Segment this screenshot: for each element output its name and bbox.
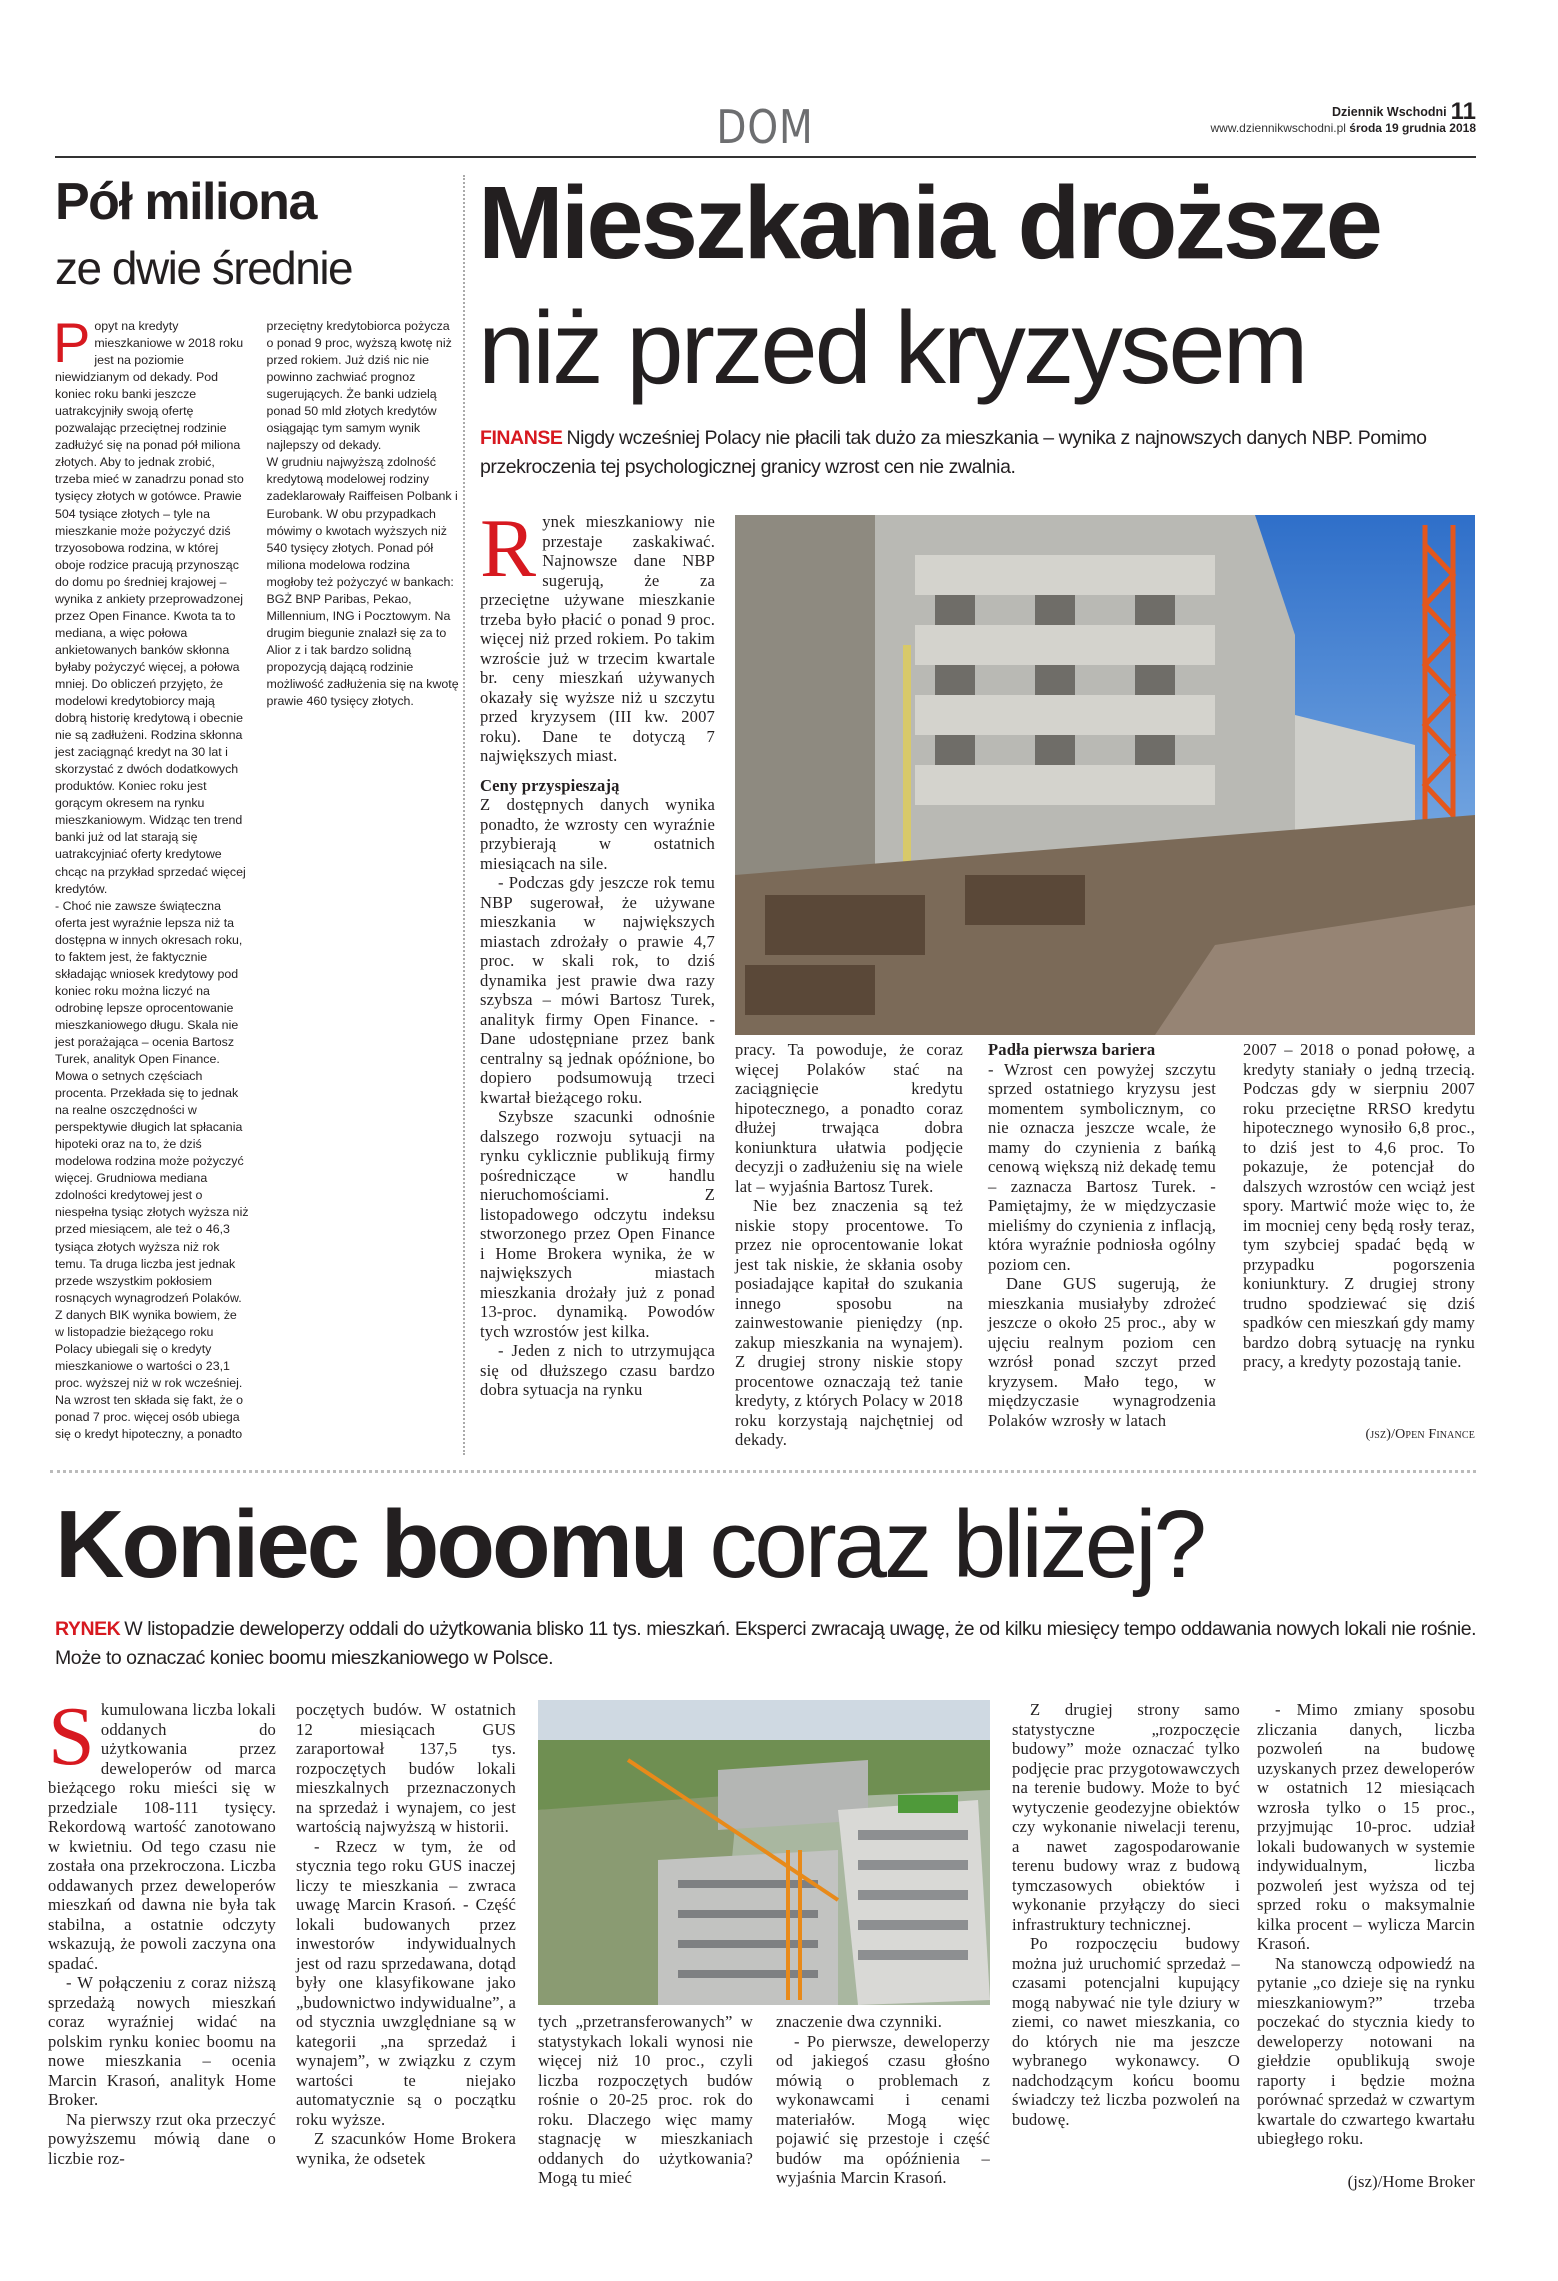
deck-text: W listopadzie deweloperzy oddali do użytkowania blisko 11 tys. mieszkań. Eksperci zwracają uwagę, że od kilku miesięcy tempo oddawania nowych lokali nie rośnie. Może to oznaczać koniec boomu mieszkaniowego w Polsce. [55, 1618, 1477, 1669]
article-column [296, 1700, 516, 2168]
article-column [1243, 1040, 1475, 1372]
paragraph: Z szacunków Home Brokera wynika, że odsetek [296, 2129, 516, 2168]
paragraph: Na pierwszy rzut oka przeczyć powyższemu mówią dane o liczbie roz- [48, 2109, 276, 2168]
second-deck [55, 1615, 1485, 1673]
main-headline-bold: Mieszkania droższe [478, 165, 1380, 280]
second-headline-bold: Koniec boomu [55, 1491, 686, 1598]
subheading: Ceny przyspieszają [480, 775, 620, 795]
header-rule [55, 156, 1476, 158]
paragraph: Po rozpoczęciu budowy można już uruchomić sprzedaż – czasami potencjalni kupujący mogą nabywać nie tyle dziury w ziemi, co nawet mieszkania, co do których nie ma jeszcze wybranego wykonawcy. O nadchodzącym końcu boomu świadczy też liczba pozwoleń na budowę. [1012, 1934, 1240, 2129]
section-divider [50, 1470, 1476, 1473]
section-title: DOM [716, 100, 814, 154]
byline-text: (jsz)/Home Broker [1347, 2172, 1475, 2191]
main-deck [480, 424, 1480, 482]
article-column [538, 2012, 753, 2188]
paragraph: Dane GUS sugerują, że mieszkania musiałyby zdrożeć jeszcze o około 25 proc., aby w ujęciu realnym poziom cen wzrósł ponad szczyt przed kryzysem. Mało tego, w międzyczasie wynagrodzenia Polaków wzrosły w latach [988, 1274, 1216, 1430]
aerial-construction-photo [538, 1700, 990, 2005]
article-column [480, 502, 715, 1400]
article-column [735, 1040, 963, 1450]
article-column [776, 2012, 990, 2188]
second-headline-light: coraz bliżej? [709, 1491, 1204, 1598]
masthead [1210, 98, 1476, 136]
paragraph: Z dostępnych danych wynika ponadto, że wzrosty cen wyraźnie przybierają w ostatnich miesiącach na sile. [480, 795, 715, 873]
paragraph: 2007 – 2018 o ponad połowę, a kredyty staniały o jedną trzecią. Podczas gdy w sierpniu 2007 roku przeciętne RRSO kredytu hipotecznego wynosiło 6,8 proc., to dziś jest to 4,6 proc. To pokazuje, że potencjał do dalszych wzrostów cen wciąż jest spory. Martwić może więc to, że im mocniej ceny będą rosły teraz, tym szybciej spadać będą w przypadku pogorszenia koniunktury. Z drugiej strony trudno spodziewać się dziś spadków cen mieszkań gdy mamy bardzo dobrą sytuację na rynku pracy, a kredyty pozostają tanie. [1243, 1040, 1475, 1371]
main-headline-light: niż przed kryzysem [478, 290, 1306, 405]
sidebar-title-bold: Pół miliona [55, 173, 316, 231]
paragraph: Szybsze szacunki odnośnie dalszego rozwoju sytuacji na rynku cyklicznie publikują firmy pośredniczące w handlu nieruchomościami. Z listopadowego odczytu indeksu stworzonego przez Open Finance i Home Brokera wynika, że w największych miastach mieszkania drożały już z ponad 13-proc. dynamiką. Powodów tych wzrostów jest kilka. [480, 1107, 715, 1341]
byline [1243, 1425, 1475, 1445]
paragraph: poczętych budów. W ostatnich 12 miesiącach GUS zaraportował 137,5 tys. rozpoczętych budów lokali mieszkalnych przeznaczonych na sprzedaż i wynajem, co jest wartością najwyższą w historii. [296, 1700, 516, 1836]
dropcap: S [48, 1690, 95, 1783]
paragraph: - Podczas gdy jeszcze rok temu NBP sugerował, że używane mieszkania w największych miastach zdrożały o prawie 4,7 proc. w skali rok, to dziś dynamika jest prawie dwa razy szybsza – mówi Bartosz Turek, analityk firmy Open Finance. - Dane udostępniane przez bank centralny są jednak opóźnione, bo dopiero podsumowują trzeci kwartał bieżącego roku. [480, 873, 715, 1107]
paper-name: Dziennik Wschodni [1332, 105, 1447, 119]
paper-url[interactable]: www.dziennikwschodni.pl [1210, 121, 1346, 135]
paragraph: W grudniu najwyższą zdolność kredytową modelowej rodziny zadeklarowały Raiffeisen Polbank i Eurobank. W obu przypadkach mówimy o kwotach wyższych niż 540 tysięcy złotych. Ponad pół miliona modelowa rodzina mogłoby też pożyczyć w bankach: BGŻ BNP Paribas, Pekao, Millennium, ING i Pocztowym. Na drugim biegunie znalazł się za to Alior z i tak bardzo solidną propozycją dającą rodzinie możliwość zadłużenia się na kwotę prawie 460 tysięcy złotych. [266, 455, 459, 709]
page-number: 11 [1450, 98, 1476, 125]
paragraph: - Jeden z nich to utrzymująca się od dłuższego czasu bardzo dobra sytuacja na rynku [480, 1341, 715, 1399]
kicker: RYNEK [55, 1618, 121, 1640]
paragraph: pracy. Ta powoduje, że coraz więcej Polaków stać na zaciągnięcie kredytu hipotecznego, a ponadto coraz dłużej trwająca dobra koniunktura ułatwia podjęcie decyzji o zadłużeniu się na wiele lat – wyjaśnia Bartosz Turek. [735, 1040, 963, 1196]
deck-text: Nigdy wcześniej Polacy nie płacili tak dużo za mieszkania – wynika z najnowszych danych NBP. Pomimo przekroczenia tej psychologicznej granicy wzrost cen nie zwalnia. [480, 427, 1427, 478]
paragraph: znaczenie dwa czynniki. [776, 2012, 943, 2031]
subheading: Padła pierwsza bariera [988, 1040, 1156, 1059]
paragraph: - Po pierwsze, deweloperzy od jakiegoś czasu głośno mówią o problemach z wykonawcami i cenami materiałów. Mogą więc pojawić się przestoje i część budów ma opóźnienia – wyjaśnia Marcin Krasoń. [776, 2031, 990, 2187]
construction-photo [735, 515, 1475, 1035]
kicker: FINANSE [480, 427, 563, 449]
paragraph: Z danych BIK wynika bowiem, że w listopadzie bieżącego roku Polacy ubiegali się o kredyty mieszkaniowe o wartości o 23,1 proc. wyższej niż w rok wcześniej. Na wzrost ten składa się fakt, że o ponad 7 proc. więcej osób ubiega się o kredyt hipoteczny, a ponadto przeciętny kredytobiorca pożycza o ponad 9 proc, wyższą kwotę niż przed rokiem. Już dziś nic nie powinno zachwiać prognoz sugerujących. Że banki udzielą ponad 50 mld złotych kredytów osiągając tym samym wynik najlepszy od dekady. [55, 319, 452, 1442]
article-column [988, 1040, 1216, 1430]
article-column [1257, 1700, 1475, 2149]
paragraph: Nie bez znaczenia są też niskie stopy procentowe. To przez nie oprocentowanie lokat jest tak niskie, że skłania osoby posiadające kapitał do szukania innego sposobu na zainwestowanie pieniędzy (np. zakup mieszkania na wynajem). Z drugiej strony niskie stopy procentowe oznaczają też tanie kredyty, z których Polacy w 2018 roku korzystają najchętniej od dekady. [735, 1196, 963, 1449]
paragraph: - W połączeniu z coraz niższą sprzedażą nowych mieszkań coraz wyraźniej widać na polskim rynku koniec boomu na nowe mieszkania – ocenia Marcin Krasoń, analityk Home Broker. [48, 1973, 276, 2109]
article-column [1012, 1700, 1240, 2129]
paragraph: Z drugiej strony samo statystyczne „rozpoczęcie budowy” może oznaczać tylko podjęcie prac przygotowawczych na terenie budowy. Może to być wytyczenie geodezyjne obiektów czy wykonanie niwelacji terenu, a nawet zagospodarowanie terenu budowy wraz z budową tymczasowych obiektów i wykonanie przyłączy do sieci infrastruktury technicznej. [1012, 1700, 1240, 1934]
byline-text: (jsz)/Open Finance [1365, 1427, 1475, 1442]
paragraph: - Mimo zmiany sposobu zliczania danych, liczba pozwoleń na budowę uzyskanych przez deweloperów w ostatnich 12 miesiącach wzrosła tylko o 15 proc., przyjmując 10-proc. udział lokali budowanych w systemie indywidualnym, liczba pozwoleń jest wyższa od tej sprzed roku o maksymalnie kilka procent – wylicza Marcin Krasoń. [1257, 1700, 1475, 1953]
article-column [48, 1690, 276, 2168]
sidebar-title-light: ze dwie średnie [55, 242, 353, 294]
dropcap: R [480, 502, 537, 595]
issue-date: środa 19 grudnia 2018 [1349, 121, 1476, 135]
paragraph: - Wzrost cen powyżej szczytu sprzed ostatniego kryzysu jest momentem symbolicznym, co nie oznacza jeszcze wcale, że mamy do czynienia z bańką cenową większą niż dekadę temu – zaznacza Bartosz Turek. - Pamiętajmy, że w międzyczasie mieliśmy do czynienia z inflacją, która wyraźnie podniosła ogólny poziom cen. [988, 1059, 1216, 1274]
paragraph: ynek mieszkaniowy nie przestaje zaskakiwać. Najnowsze dane NBP sugerują, że za przeciętne używane mieszkanie trzeba było płacić o ponad 9 proc. więcej niż przed rokiem. Po takim wzroście już w trzecim kwartale br. ceny mieszkań używanych okazały się wyższe niż u szczytu przed kryzysem (III kw. 2007 roku). Dane te dotyczą 7 największych miast. [480, 512, 715, 765]
second-headline [55, 1490, 1204, 1600]
paragraph: tych „przetransferowanych” w statystykach lokali wynosi nie więcej niż 10 proc., czyli liczba rozpoczętych budów rośnie o 20-25 proc. rok do roku. Dlaczego więc mamy stagnację w mieszkaniach oddanych do użytkowania? Mogą tu mieć [538, 2012, 753, 2187]
paragraph: kumulowana liczba lokali oddanych do użytkowania przez deweloperów od marca bieżącego roku mieści się w przedziale 108-111 tysięcy. Rekordową wartość zanotowano w kwietniu. Od tego czasu nie została ona przekroczona. Liczba oddawanych przez deweloperów mieszkań od dawna nie była tak stabilna, a ostatnie odczyty wskazują, że powoli zaczyna ona spadać. [48, 1700, 276, 1973]
dropcap: P [53, 311, 91, 374]
sidebar-body [53, 311, 460, 1453]
paragraph: opyt na kredyty mieszkaniowe w 2018 roku jest na poziomie niewidzianym od dekady. Pod koniec roku banki jeszcze uatrakcyjniły swoją ofertę pozwalając przeciętnej rodzinie zadłużyć się na ponad pół miliona złotych. Aby to jednak zrobić, trzeba mieć w zanadrzu ponad sto tysięcy złotych w gotówce. Prawie 504 tysiące złotych – tyle na mieszkanie może pożyczyć dziś trzyosobowa rodzina, w której oboje rodzice pracują przynosząc do domu po średniej krajowej – wynika z ankiety przeprowadzonej przez Open Finance. Kwota ta to mediana, a więc połowa ankietowanych banków skłonna byłaby pożyczyć więcej, a połowa mniej. Do obliczeń przyjęto, że modelowi kredytobiorcy mają dobrą historię kredytową i obecnie nie są zadłużeni. Rodzina skłonna jest zaciągnąć kredyt na 30 lat i skorzystać z dwóch dodatkowych produktów. Koniec roku jest gorącym okresem na rynku mieszkaniowym. Widząc ten trend banki już od lat starają się uatrakcyjniać oferty kredytowe chcąc na przykład sprzedać więcej kredytów. [55, 319, 246, 896]
byline [1257, 2172, 1475, 2192]
paragraph: - Rzecz w tym, że od stycznia tego roku GUS inaczej liczy te mieszkania – zwraca uwagę Marcin Krasoń. - Część lokali budowanych przez inwestorów indywidualnych jest od razu sprzedawana, dotąd były one klasyfikowane jako „budownictwo indywidualne”, a od stycznia uwzględniane są w kategorii „na sprzedaż i wynajem”, w związku z czym wartości te niejako automatycznie są o początku roku wyższe. [296, 1836, 516, 2129]
column-divider [463, 175, 465, 1455]
paragraph: - Choć nie zawsze świąteczna oferta jest wyraźnie lepsza niż ta dostępna w innych okresach roku, to faktem jest, że faktycznie składając wniosek kredytowy pod koniec roku można liczyć na odrobinę lepsze oprocentowanie mieszkaniowego długu. Skala nie jest porażająca – ocenia Bartosz Turek, analityk Open Finance. Mowa o setnych częściach procenta. Przekłada się to jednak na realne oszczędności w perspektywie długich lat spłacania hipoteki oraz na to, że dziś modelowa rodzina może pożyczyć więcej. Grudniowa mediana zdolności kredytowej jest o niespełna tysiąc złotych wyższa niż przed miesiącem, ale też o 46,3 tysiąca złotych wyższa niż rok temu. Ta druga liczba jest jednak przede wszystkim pokłosiem rosnących wynagrodzeń Polaków. [55, 898, 249, 1305]
paragraph: Na stanowczą odpowiedź na pytanie „co dzieje się na rynku mieszkaniowym?” trzeba poczekać do stycznia kiedy to deweloperzy notowani na giełdzie opublikują swoje raporty i będzie można porównać sprzedaż w czwartym kwartale do czwartego kwartału ubiegłego roku. [1257, 1953, 1475, 2148]
